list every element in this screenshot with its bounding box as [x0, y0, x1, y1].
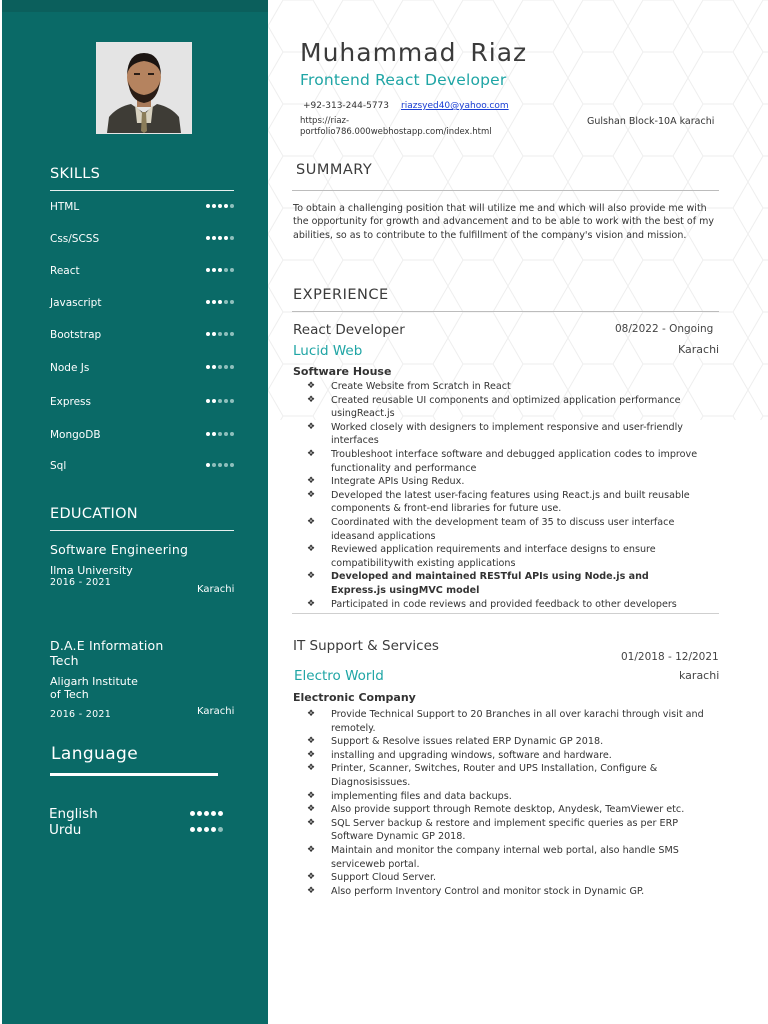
skill-name: Node Js [50, 362, 90, 374]
skill-row [50, 396, 234, 410]
responsibility-text: Developed and maintained RESTful APIs using Node.js and Express.js usingMVC model [331, 571, 649, 596]
responsibility-text: implementing files and data backups. [331, 790, 512, 802]
diamond-bullet-icon: ❖ [307, 448, 316, 459]
list-item [302, 380, 704, 394]
list-item [302, 708, 704, 735]
rating-dot-empty [224, 432, 228, 436]
diamond-bullet-icon: ❖ [307, 571, 316, 582]
language-row [49, 806, 223, 822]
list-item [302, 735, 704, 749]
list-item [302, 448, 704, 475]
skill-level-dots [206, 204, 234, 210]
rating-dot-filled [212, 268, 216, 272]
diamond-bullet-icon: ❖ [307, 516, 316, 527]
education-city: Karachi [197, 584, 235, 595]
list-item [302, 844, 704, 871]
rating-dot-filled [218, 268, 222, 272]
job-dates: 01/2018 - 12/2021 [621, 651, 719, 663]
company-name: Lucid Web [293, 343, 363, 359]
diamond-bullet-icon: ❖ [307, 736, 316, 747]
rating-dot-filled [206, 399, 210, 403]
language-row [49, 822, 223, 838]
responsibility-text: Developed the latest user-facing features using React.js and built reusable components & front-end libraries for future use. [331, 489, 690, 515]
diamond-bullet-icon: ❖ [307, 489, 316, 500]
rating-dot-empty [230, 365, 234, 369]
rating-dot-empty [224, 365, 228, 369]
profile-photo [96, 42, 192, 134]
skill-name: Sql [50, 460, 67, 472]
skill-row [50, 329, 234, 343]
job-responsibilities-list [302, 708, 704, 898]
portfolio-link-line2: portfolio786.000webhostapp.com/index.html [300, 126, 492, 137]
rating-dot-empty [212, 463, 216, 467]
rating-dot-filled [190, 811, 195, 816]
skill-row [50, 362, 234, 376]
list-item [302, 421, 704, 448]
list-item [302, 475, 704, 489]
skill-level-dots [206, 300, 234, 306]
responsibility-text: Support Cloud Server. [331, 872, 437, 884]
list-item [302, 885, 704, 899]
rating-dot-filled [212, 332, 216, 336]
skill-name: HTML [50, 201, 80, 213]
rating-dot-empty [224, 300, 228, 304]
summary-divider [292, 190, 719, 191]
list-item [302, 871, 704, 885]
rating-dot-empty [230, 300, 234, 304]
rating-dot-empty [230, 463, 234, 467]
rating-dot-filled [212, 300, 216, 304]
rating-dot-filled [204, 811, 209, 816]
job-role-title: Frontend React Developer [300, 71, 507, 89]
list-item [302, 790, 704, 804]
job-title: IT Support & Services [293, 638, 439, 654]
responsibility-text: Created reusable UI components and optimized application performance usingReact.js [331, 394, 681, 420]
job-responsibilities-list [302, 380, 704, 611]
education-years: 2016 - 2021 [50, 577, 112, 588]
skill-name: MongoDB [50, 429, 101, 441]
list-item [302, 543, 704, 570]
responsibility-text: installing and upgrading windows, software and hardware. [331, 749, 612, 761]
rating-dot-empty [218, 827, 223, 832]
diamond-bullet-icon: ❖ [307, 885, 316, 896]
responsibility-text: Printer, Scanner, Switches, Router and UPS Installation, Configure & Diagnosisissues. [331, 763, 658, 788]
responsibility-text: Reviewed application requirements and interface designs to ensure compatibilitywith existing applications [331, 544, 656, 569]
rating-dot-filled [212, 432, 216, 436]
list-item [302, 817, 704, 844]
responsibility-text: Participated in code reviews and provided feedback to other developers [331, 598, 677, 610]
skill-row [50, 460, 234, 474]
job-city: karachi [679, 669, 720, 682]
skill-row [50, 201, 234, 215]
sidebar [2, 0, 268, 1024]
summary-text: To obtain a challenging position that will utilize me and which will also provide me with the opportunity for growth and advancement and to be able to work with the best of my abilities, so as to contribute to the fulfillment of the company's vision and mission. [293, 203, 714, 241]
job-city: Karachi [678, 343, 720, 356]
list-item [302, 598, 704, 612]
rating-dot-empty [224, 332, 228, 336]
responsibility-text: Provide Technical Support to 20 Branches in all over karachi through visit and remotely. [331, 709, 704, 734]
responsibility-text: Troubleshoot interface software and debugged application codes to improve functionality and performance [331, 448, 698, 474]
rating-dot-empty [230, 204, 234, 208]
rating-dot-filled [212, 236, 216, 240]
rating-dot-empty [230, 268, 234, 272]
rating-dot-filled [212, 365, 216, 369]
company-type: Electronic Company [293, 691, 416, 704]
responsibility-text: Also provide support through Remote desktop, Anydesk, TeamViewer etc. [331, 804, 685, 816]
skill-row [50, 233, 234, 247]
rating-dot-filled [218, 236, 222, 240]
responsibility-text: Maintain and monitor the company internal web portal, also handle SMS serviceweb portal. [331, 844, 679, 870]
education-degree: Software Engineering [50, 542, 189, 557]
rating-dot-filled [190, 827, 195, 832]
rating-dot-filled [197, 827, 202, 832]
rating-dot-filled [212, 399, 216, 403]
rating-dot-empty [224, 399, 228, 403]
rating-dot-empty [230, 399, 234, 403]
skill-row [50, 265, 234, 279]
portfolio-link-line1: https://riaz- [300, 116, 350, 126]
education-institute-line2: of Tech [50, 688, 89, 701]
education-institute: Ilma University [50, 564, 133, 577]
rating-dot-filled [206, 463, 210, 467]
job-divider [292, 613, 719, 614]
skills-divider [50, 190, 234, 191]
rating-dot-empty [218, 432, 222, 436]
skill-name: Css/SCSS [50, 233, 100, 245]
responsibility-text: Integrate APIs Using Redux. [331, 476, 465, 488]
responsibility-text: Support & Resolve issues related ERP Dynamic GP 2018. [331, 736, 604, 748]
skill-level-dots [206, 268, 234, 274]
language-name: English [49, 806, 98, 822]
skill-level-dots [206, 399, 234, 405]
rating-dot-filled [206, 300, 210, 304]
rating-dot-filled [206, 365, 210, 369]
skill-level-dots [206, 432, 234, 438]
education-degree-line2: Tech [50, 653, 79, 668]
language-divider [50, 773, 218, 776]
rating-dot-empty [230, 332, 234, 336]
diamond-bullet-icon: ❖ [307, 381, 316, 391]
rating-dot-filled [206, 268, 210, 272]
education-heading: EDUCATION [50, 506, 138, 522]
company-name: Electro World [294, 668, 384, 684]
skill-level-dots [206, 463, 234, 469]
education-city: Karachi [197, 706, 235, 717]
rating-dot-filled [206, 204, 210, 208]
skill-level-dots [206, 236, 234, 242]
address: Gulshan Block-10A karachi [587, 116, 715, 127]
diamond-bullet-icon: ❖ [307, 749, 316, 760]
summary-heading: SUMMARY [296, 162, 373, 178]
rating-dot-filled [224, 204, 228, 208]
diamond-bullet-icon: ❖ [307, 763, 316, 774]
list-item [302, 516, 704, 543]
responsibility-text: Also perform Inventory Control and monitor stock in Dynamic GP. [331, 885, 645, 897]
rating-dot-filled [218, 300, 222, 304]
main-content [268, 0, 768, 1024]
diamond-bullet-icon: ❖ [307, 476, 316, 487]
diamond-bullet-icon: ❖ [307, 804, 316, 815]
rating-dot-filled [212, 204, 216, 208]
responsibility-text: Create Website from Scratch in React [331, 381, 511, 392]
skill-level-dots [206, 332, 234, 338]
rating-dot-empty [218, 365, 222, 369]
rating-dot-filled [206, 432, 210, 436]
person-name: Muhammad Riaz [300, 38, 528, 67]
list-item [302, 489, 704, 516]
list-item [302, 762, 704, 789]
diamond-bullet-icon: ❖ [307, 790, 316, 801]
rating-dot-filled [218, 204, 222, 208]
education-degree: D.A.E Information [50, 638, 164, 653]
diamond-bullet-icon: ❖ [307, 394, 316, 405]
sidebar-top-band [2, 0, 268, 12]
diamond-bullet-icon: ❖ [307, 817, 316, 828]
language-level-dots [190, 827, 223, 833]
list-item [302, 570, 704, 597]
skill-name: Javascript [50, 297, 102, 309]
experience-divider [292, 311, 719, 312]
list-item [302, 749, 704, 763]
rating-dot-empty [230, 432, 234, 436]
language-level-dots [190, 811, 223, 817]
responsibility-text: Worked closely with designers to implement responsive and user-friendly interfaces [331, 421, 683, 447]
rating-dot-filled [211, 827, 216, 832]
education-institute: Aligarh Institute [50, 675, 138, 688]
list-item [302, 394, 704, 421]
job-dates: 08/2022 - Ongoing [615, 323, 714, 335]
diamond-bullet-icon: ❖ [307, 598, 316, 609]
diamond-bullet-icon: ❖ [307, 709, 316, 719]
rating-dot-empty [218, 332, 222, 336]
diamond-bullet-icon: ❖ [307, 421, 316, 432]
rating-dot-filled [218, 811, 223, 816]
diamond-bullet-icon: ❖ [307, 544, 316, 555]
diamond-bullet-icon: ❖ [307, 872, 316, 883]
rating-dot-filled [206, 236, 210, 240]
rating-dot-filled [204, 827, 209, 832]
skill-level-dots [206, 365, 234, 371]
responsibility-text: SQL Server backup & restore and implement specific queries as per ERP Software Dynamic GP 2018. [331, 817, 679, 843]
rating-dot-empty [230, 236, 234, 240]
rating-dot-empty [224, 268, 228, 272]
email-link[interactable]: riazsyed40@yahoo.com [401, 101, 509, 111]
phone-number: +92-313-244-5773 [303, 101, 389, 111]
skill-name: Express [50, 396, 92, 408]
rating-dot-filled [224, 236, 228, 240]
responsibility-text: Coordinated with the development team of 35 to discuss user interface ideasand applications [331, 516, 675, 542]
rating-dot-filled [211, 811, 216, 816]
language-name: Urdu [49, 822, 82, 838]
skill-name: React [50, 265, 80, 277]
rating-dot-empty [224, 463, 228, 467]
skill-row [50, 429, 234, 443]
rating-dot-empty [218, 463, 222, 467]
company-type: Software House [293, 365, 392, 378]
list-item [302, 803, 704, 817]
education-years: 2016 - 2021 [50, 709, 112, 720]
rating-dot-filled [206, 332, 210, 336]
experience-heading: EXPERIENCE [293, 287, 389, 303]
language-heading: Language [51, 744, 139, 764]
skill-row [50, 297, 234, 311]
skills-heading: SKILLS [50, 166, 101, 182]
portfolio-link[interactable] [300, 116, 520, 137]
rating-dot-filled [197, 811, 202, 816]
diamond-bullet-icon: ❖ [307, 844, 316, 855]
job-title: React Developer [293, 322, 405, 338]
skill-name: Bootstrap [50, 329, 102, 341]
rating-dot-empty [218, 399, 222, 403]
education-divider [50, 530, 234, 531]
